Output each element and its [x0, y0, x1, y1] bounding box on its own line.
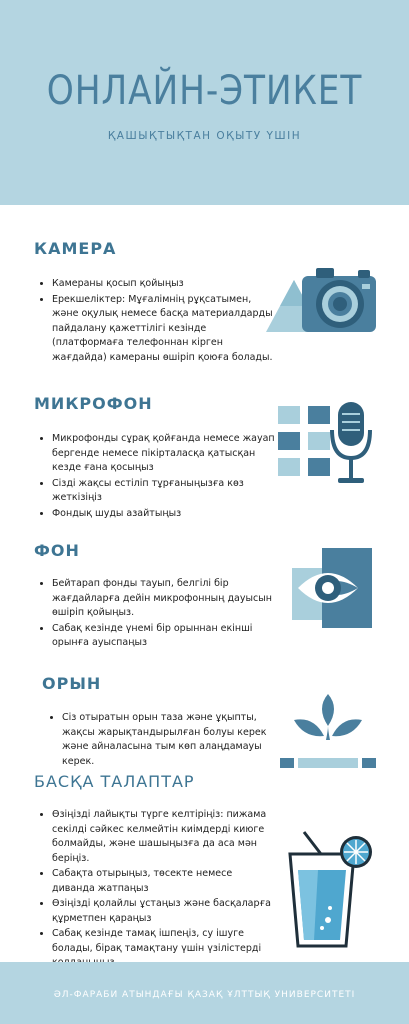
list-item: • Сізді жақсы естіліп тұрғаныңызға көз жеткізіңіз: [52, 477, 277, 506]
list-item: • Камераны қосып қойыңыз: [52, 277, 277, 292]
eye-icon: [292, 548, 374, 630]
page-title: ОНЛАЙН-ЭТИКЕТ: [46, 68, 363, 114]
section-title-camera: КАМЕРА: [34, 239, 117, 258]
list-item: • Сабақ кезінде тамақ ішпеңіз, су ішуге болады, бірақ тамақтану үшін үзілістерді: [52, 927, 277, 971]
section-title-place: ОРЫН: [42, 674, 102, 693]
microphone-list: [36, 432, 277, 522]
camera-list: [36, 277, 277, 366]
place-list: [46, 711, 282, 770]
microphone-icon: [276, 400, 376, 488]
section-title-other: БАСҚА ТАЛАПТАР: [34, 772, 195, 791]
section-title-background: ФОН: [34, 541, 80, 560]
list-item: • Сіз отыратын орын таза және ұқыпты, жақсы жарықтандырылған болуы керек және айналасына тым көп алаңдамауы керек.: [62, 711, 282, 769]
list-item: • Өзіңізді қолайлы ұстаңыз және басқаларға құрметпен қараңыз: [52, 897, 277, 926]
camera-icon: [264, 262, 382, 336]
drink-icon: [284, 830, 376, 950]
leaf-icon: [280, 690, 376, 772]
list-item: • Сабақ кезінде үнемі бір орыннан екінші орынға ауыспаңыз: [52, 622, 277, 651]
footer-university-name: ӘЛ-ФАРАБИ АТЫНДАҒЫ ҚАЗАҚ ҰЛТТЫҚ УНИВЕРСИТЕТІ: [53, 990, 356, 1000]
list-item: • Ерекшеліктер: Мұғалімнің рұқсатымен, және оқулық немесе басқа материалдарды пайдалану қажеттілігі кезінде (платформаға телефоннан кірген жағдайда) камераны өшіріп қоюға болады.: [52, 293, 277, 366]
section-title-microphone: МИКРОФОН: [34, 394, 153, 413]
other-list: [36, 808, 277, 972]
page-subtitle: ҚАШЫҚТЫҚТАН ОҚЫТУ ҮШІН: [107, 130, 302, 142]
list-item: • Бейтарап фонды тауып, белгілі бір жағдайларға дейін микрофонның дауысын өшіріп қойыңыз.: [52, 577, 277, 621]
list-item: • Фондық шуды азайтыңыз: [52, 507, 277, 522]
list-item: • Микрофонды сұрақ қойғанда немесе жауап бергенде немесе пікірталасқа қатысқан кезде ғана қосыңыз: [52, 432, 277, 476]
list-item: • Өзіңізді лайықты түрге келтіріңіз: пижама секілді сәйкес келмейтін киімдерді киюге болмайды, және шашыңызға да аса мән беріңіз.: [52, 808, 277, 866]
list-item: • Сабақта отырыңыз, төсекте немесе диванда жатпаңыз: [52, 867, 277, 896]
background-list: [36, 577, 277, 652]
